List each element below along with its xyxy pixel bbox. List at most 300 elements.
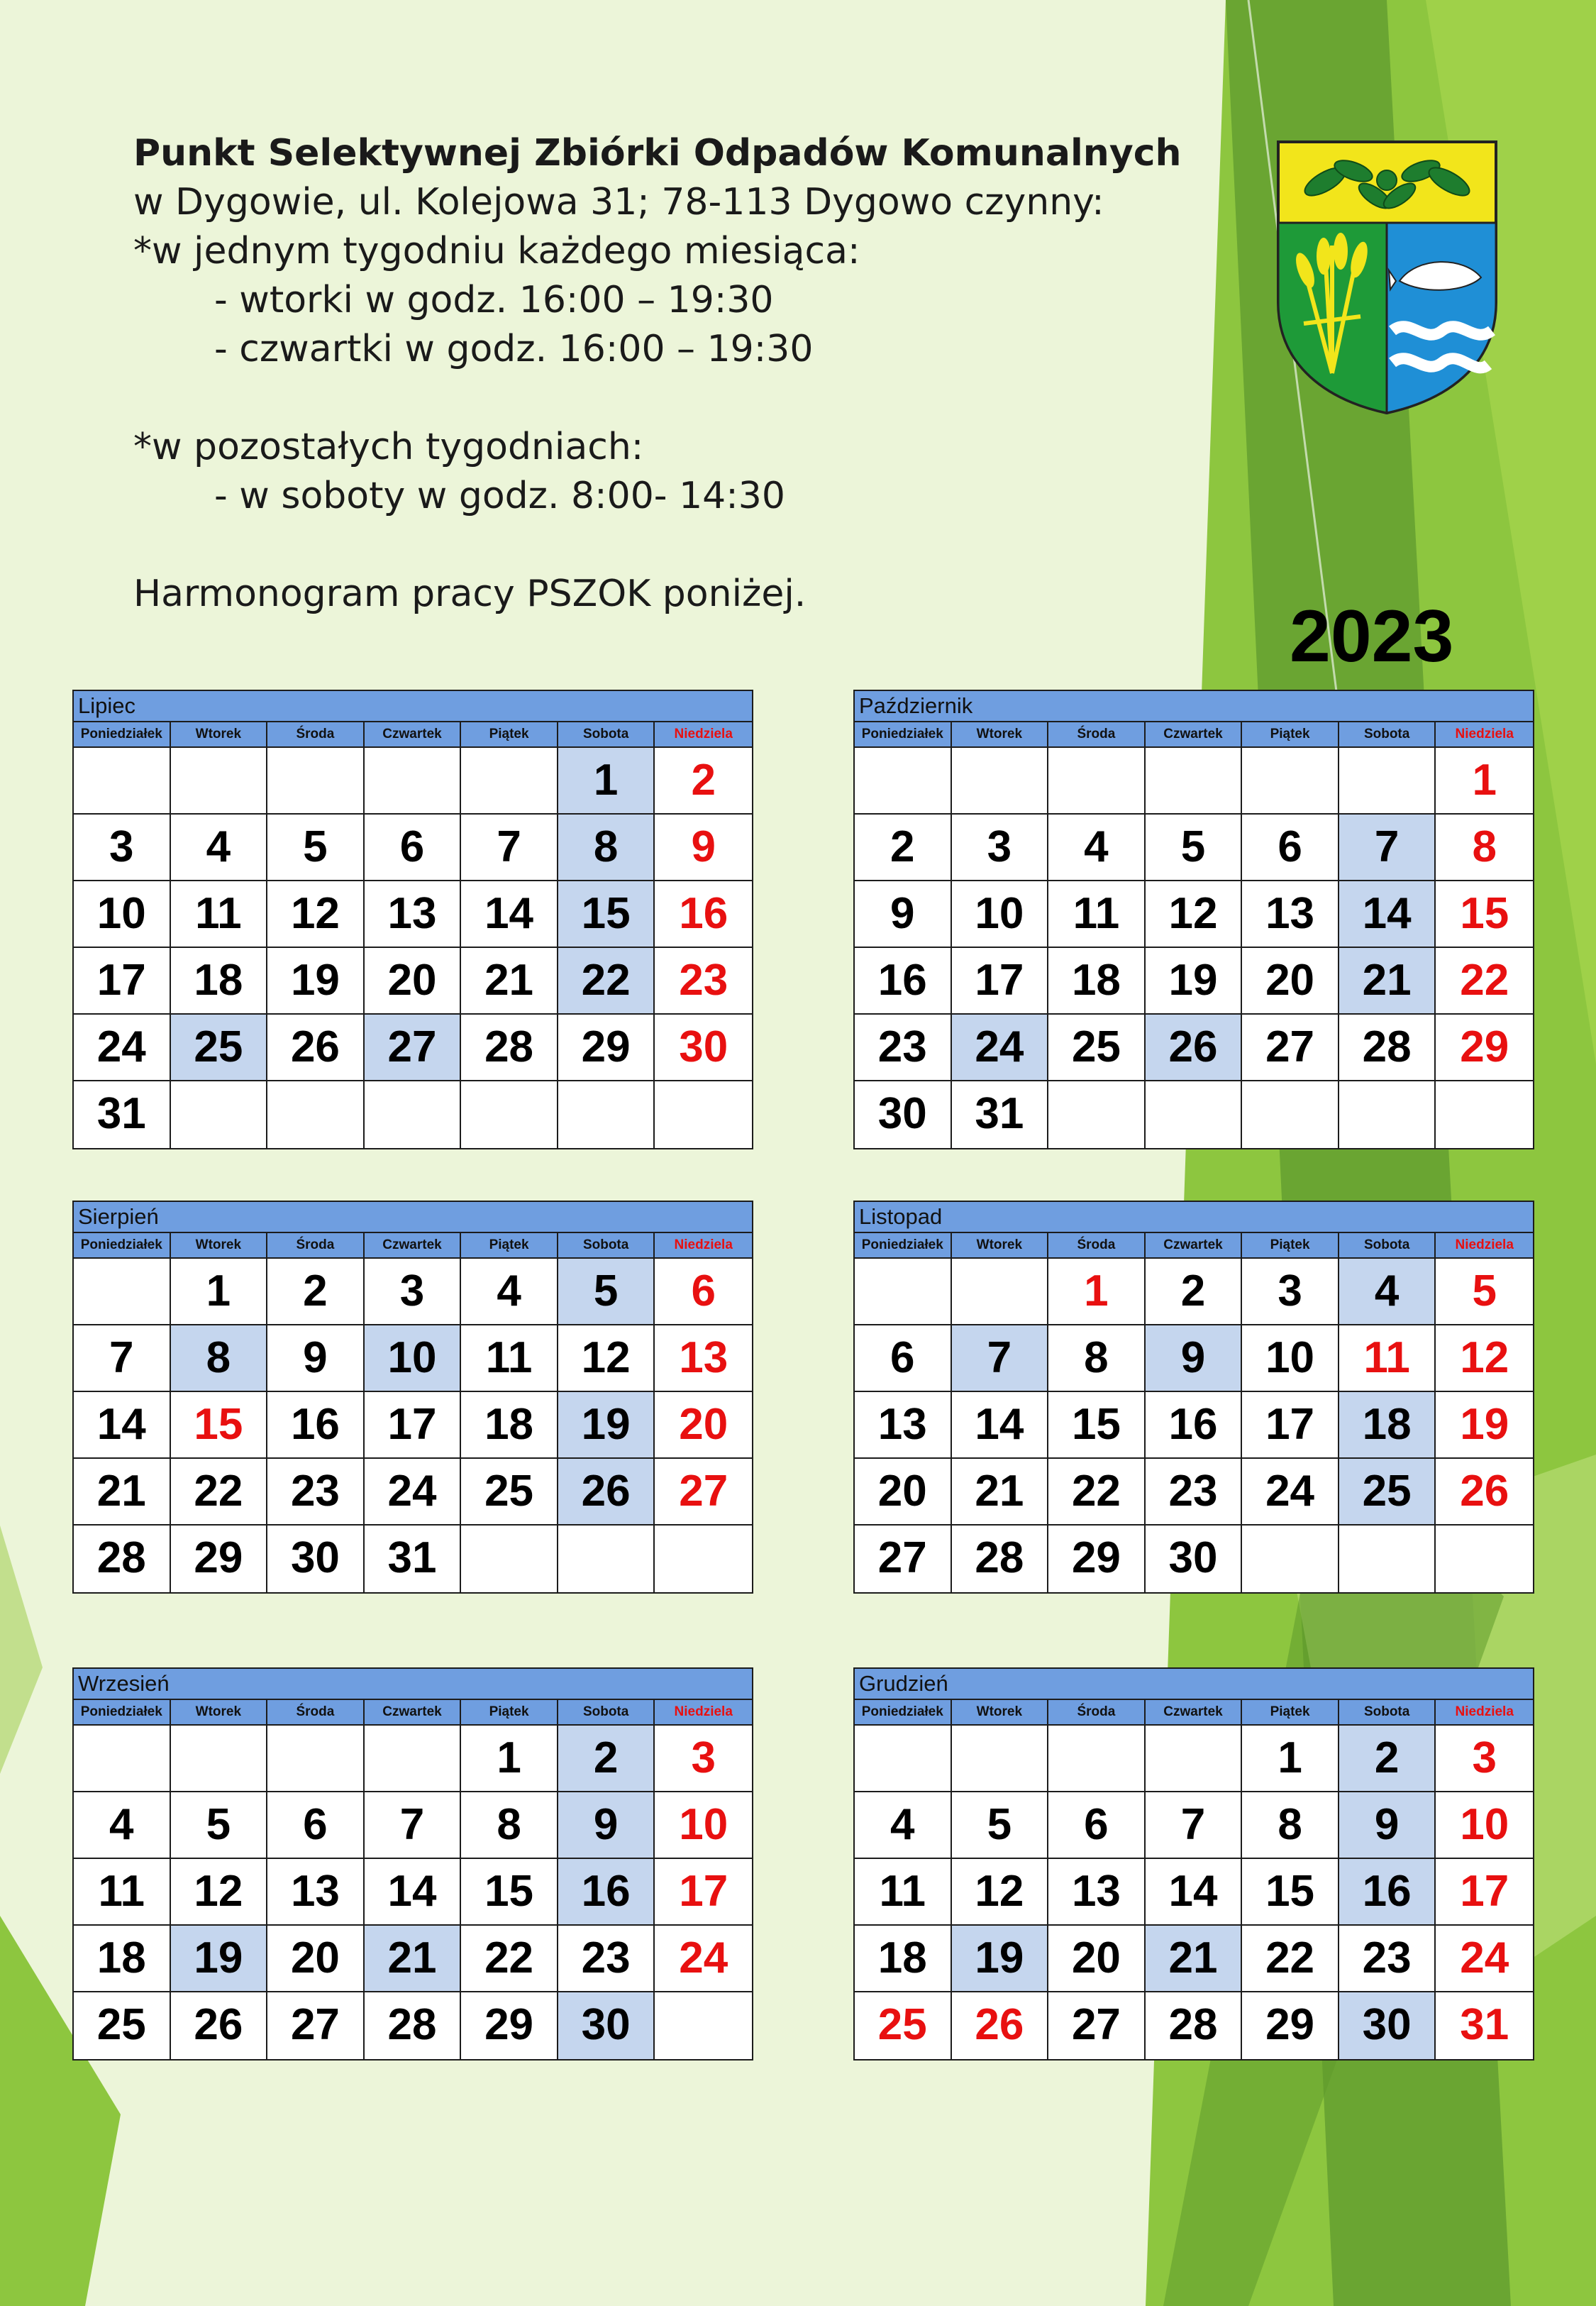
day-cell: 12: [558, 1325, 655, 1392]
day-cell: 30: [855, 1081, 952, 1148]
day-cell: 18: [1339, 1392, 1436, 1459]
day-cell: 29: [558, 1015, 655, 1081]
header-weekly-note: *w jednym tygodniu każdego miesiąca:: [133, 230, 860, 272]
day-cell: 10: [74, 881, 171, 948]
empty-day-cell: [461, 1081, 558, 1148]
day-cell: 24: [952, 1015, 1049, 1081]
day-cell: 8: [171, 1325, 268, 1392]
empty-day-cell: [365, 748, 462, 815]
weekday-label: Niedziela: [655, 1233, 752, 1259]
day-cell: 21: [461, 948, 558, 1015]
day-cell: 3: [952, 815, 1049, 881]
day-grid: [855, 1726, 1533, 2059]
weekday-label: Niedziela: [1436, 1233, 1533, 1259]
day-cell: 3: [1436, 1726, 1533, 1792]
day-cell: 28: [461, 1015, 558, 1081]
weekday-header-row: [74, 1700, 752, 1726]
day-cell: 10: [365, 1325, 462, 1392]
day-cell: 8: [461, 1792, 558, 1859]
weekday-label: Środa: [1048, 1700, 1146, 1726]
weekday-label: Środa: [1048, 1233, 1146, 1259]
day-cell: 23: [1146, 1459, 1243, 1526]
weekday-label: Niedziela: [1436, 1700, 1533, 1726]
empty-day-cell: [461, 748, 558, 815]
weekday-label: Wtorek: [171, 1233, 268, 1259]
day-cell: 25: [171, 1015, 268, 1081]
day-cell: 17: [655, 1859, 752, 1926]
day-cell: 13: [1048, 1859, 1146, 1926]
weekday-label: Czwartek: [365, 1700, 462, 1726]
day-cell: 14: [1339, 881, 1436, 948]
weekday-label: Czwartek: [365, 1233, 462, 1259]
day-cell: 15: [1436, 881, 1533, 948]
weekday-label: Wtorek: [952, 722, 1049, 748]
weekday-label: Sobota: [1339, 1700, 1436, 1726]
day-cell: 1: [461, 1726, 558, 1792]
header-tuesday-hours: - wtorki w godz. 16:00 – 19:30: [214, 279, 774, 321]
header-other-weeks-note: *w pozostałych tygodniach:: [133, 426, 644, 468]
day-cell: 18: [1048, 948, 1146, 1015]
day-cell: 19: [1146, 948, 1243, 1015]
weekday-label: Sobota: [558, 722, 655, 748]
empty-day-cell: [74, 748, 171, 815]
day-cell: 16: [1339, 1859, 1436, 1926]
month-name: Listopad: [855, 1202, 1533, 1233]
weekday-label: Środa: [267, 1233, 365, 1259]
weekday-label: Poniedziałek: [74, 722, 171, 748]
day-cell: 26: [558, 1459, 655, 1526]
day-cell: 1: [1436, 748, 1533, 815]
day-cell: 4: [461, 1259, 558, 1325]
day-cell: 2: [855, 815, 952, 881]
day-cell: 1: [171, 1259, 268, 1325]
empty-day-cell: [655, 1526, 752, 1592]
day-cell: 27: [267, 1992, 365, 2059]
weekday-label: Poniedziałek: [855, 1233, 952, 1259]
day-cell: 9: [1146, 1325, 1243, 1392]
day-cell: 18: [171, 948, 268, 1015]
day-cell: 24: [655, 1926, 752, 1992]
day-cell: 17: [952, 948, 1049, 1015]
day-cell: 20: [1048, 1926, 1146, 1992]
day-cell: 4: [1048, 815, 1146, 881]
day-cell: 19: [1436, 1392, 1533, 1459]
header-spacer: [133, 374, 1182, 423]
day-cell: 11: [855, 1859, 952, 1926]
day-cell: 9: [558, 1792, 655, 1859]
month-calendar-grudzien: [853, 1667, 1534, 2060]
day-cell: 20: [1242, 948, 1339, 1015]
day-cell: 6: [267, 1792, 365, 1859]
day-cell: 2: [267, 1259, 365, 1325]
weekday-label: Piątek: [461, 1700, 558, 1726]
day-cell: 11: [74, 1859, 171, 1926]
day-cell: 28: [365, 1992, 462, 2059]
day-cell: 20: [655, 1392, 752, 1459]
weekday-label: Środa: [1048, 722, 1146, 748]
day-cell: 16: [1146, 1392, 1243, 1459]
day-cell: 26: [952, 1992, 1049, 2059]
weekday-label: Poniedziałek: [855, 722, 952, 748]
empty-day-cell: [952, 1726, 1049, 1792]
day-cell: 24: [1242, 1459, 1339, 1526]
empty-day-cell: [267, 1081, 365, 1148]
day-cell: 11: [171, 881, 268, 948]
day-cell: 7: [952, 1325, 1049, 1392]
empty-day-cell: [1339, 1081, 1436, 1148]
day-cell: 30: [655, 1015, 752, 1081]
day-cell: 14: [952, 1392, 1049, 1459]
day-cell: 19: [171, 1926, 268, 1992]
day-cell: 14: [365, 1859, 462, 1926]
day-cell: 25: [461, 1459, 558, 1526]
day-cell: 13: [855, 1392, 952, 1459]
empty-day-cell: [952, 1259, 1049, 1325]
empty-day-cell: [1048, 1726, 1146, 1792]
weekday-label: Czwartek: [1146, 1233, 1243, 1259]
weekday-label: Sobota: [1339, 1233, 1436, 1259]
weekday-header-row: [74, 1233, 752, 1259]
weekday-label: Wtorek: [171, 1700, 268, 1726]
day-cell: 27: [655, 1459, 752, 1526]
day-cell: 25: [855, 1992, 952, 2059]
day-cell: 30: [267, 1526, 365, 1592]
day-cell: 29: [171, 1526, 268, 1592]
day-cell: 30: [1146, 1526, 1243, 1592]
day-cell: 26: [1146, 1015, 1243, 1081]
day-cell: 15: [1242, 1859, 1339, 1926]
month-name: Sierpień: [74, 1202, 752, 1233]
day-cell: 7: [1339, 815, 1436, 881]
weekday-label: Środa: [267, 722, 365, 748]
day-cell: 23: [558, 1926, 655, 1992]
empty-day-cell: [365, 1726, 462, 1792]
day-cell: 31: [1460, 2000, 1509, 2049]
day-cell: 19: [267, 948, 365, 1015]
month-calendar-listopad: [853, 1201, 1534, 1594]
weekday-label: Wtorek: [952, 1233, 1049, 1259]
day-cell: 15: [461, 1859, 558, 1926]
month-name: Grudzień: [855, 1669, 1533, 1700]
day-cell: 6: [655, 1259, 752, 1325]
header-spacer: [133, 521, 1182, 570]
day-cell: 20: [365, 948, 462, 1015]
day-cell: 6: [855, 1325, 952, 1392]
day-cell: 5: [171, 1792, 268, 1859]
weekday-label: Poniedziałek: [855, 1700, 952, 1726]
day-cell: 27: [1048, 1992, 1146, 2059]
day-cell: 4: [855, 1792, 952, 1859]
weekday-label: Czwartek: [1146, 1700, 1243, 1726]
day-cell: 22: [1048, 1459, 1146, 1526]
day-cell: 5: [1436, 1259, 1533, 1325]
day-cell: 27: [855, 1526, 952, 1592]
day-cell: 3: [74, 815, 171, 881]
day-cell: 13: [267, 1859, 365, 1926]
day-cell: 21: [952, 1459, 1049, 1526]
day-cell: 6: [1242, 815, 1339, 881]
day-cell: 8: [1048, 1325, 1146, 1392]
day-cell: 1: [1048, 1259, 1146, 1325]
day-cell: 21: [74, 1459, 171, 1526]
empty-day-cell: [1242, 748, 1339, 815]
day-cell: 15: [1048, 1392, 1146, 1459]
weekday-header-row: [855, 722, 1533, 748]
day-cell: 12: [1436, 1325, 1533, 1392]
empty-day-cell: [855, 1726, 952, 1792]
day-cell: 5: [1146, 815, 1243, 881]
day-cell: 16: [855, 948, 952, 1015]
day-cell: 31: [365, 1526, 462, 1592]
empty-day-cell: [1146, 748, 1243, 815]
day-grid: [855, 748, 1533, 1148]
day-cell: 23: [655, 948, 752, 1015]
empty-day-cell: [461, 1526, 558, 1592]
weekday-label: Poniedziałek: [74, 1233, 171, 1259]
day-cell: 7: [461, 815, 558, 881]
empty-day-cell: [855, 748, 952, 815]
month-calendar-sierpien: [72, 1201, 753, 1594]
header-title: Punkt Selektywnej Zbiórki Odpadów Komunalnych: [133, 132, 1182, 175]
header-address: w Dygowie, ul. Kolejowa 31; 78-113 Dygowo czynny:: [133, 181, 1104, 224]
empty-day-cell: [171, 1081, 268, 1148]
month-calendar-pazdziernik: [853, 690, 1534, 1149]
day-cell: 21: [1339, 948, 1436, 1015]
day-cell: 26: [1436, 1459, 1533, 1526]
day-cell: 11: [461, 1325, 558, 1392]
day-cell: 22: [558, 948, 655, 1015]
day-cell: 18: [461, 1392, 558, 1459]
day-cell: 28: [952, 1526, 1049, 1592]
day-cell: 28: [74, 1526, 171, 1592]
day-cell: 30: [1339, 1992, 1436, 2059]
day-cell: 20: [855, 1459, 952, 1526]
day-cell: 4: [1339, 1259, 1436, 1325]
day-cell: 10: [952, 881, 1049, 948]
day-cell: 14: [461, 881, 558, 948]
month-name: Lipiec: [74, 691, 752, 722]
empty-day-cell: [1048, 748, 1146, 815]
weekday-label: Poniedziałek: [74, 1700, 171, 1726]
day-cell: 7: [365, 1792, 462, 1859]
day-cell: 8: [1242, 1792, 1339, 1859]
day-cell: 12: [171, 1859, 268, 1926]
day-cell: 29: [1242, 1992, 1339, 2059]
weekday-label: Piątek: [461, 722, 558, 748]
month-name: Wrzesień: [74, 1669, 752, 1700]
day-cell: 25: [1048, 1015, 1146, 1081]
day-cell: 19: [558, 1392, 655, 1459]
empty-day-cell: [1436, 1081, 1533, 1148]
day-cell: 3: [655, 1726, 752, 1792]
weekday-label: Niedziela: [655, 722, 752, 748]
empty-day-cell: [1339, 1526, 1436, 1592]
day-cell: 15: [171, 1392, 268, 1459]
day-cell: 16: [655, 881, 752, 948]
day-cell: 18: [74, 1926, 171, 1992]
day-cell: 2: [1339, 1726, 1436, 1792]
day-cell: 31: [74, 1081, 171, 1148]
weekday-label: Czwartek: [365, 722, 462, 748]
day-cell: 10: [1436, 1792, 1533, 1859]
empty-day-cell: [558, 1526, 655, 1592]
day-cell: 15: [558, 881, 655, 948]
empty-day-cell: [655, 1992, 752, 2059]
day-cell: 17: [74, 948, 171, 1015]
day-cell: 29: [1048, 1526, 1146, 1592]
header-schedule-note: Harmonogram pracy PSZOK poniżej.: [133, 573, 807, 615]
day-grid: [74, 1726, 752, 2059]
day-cell: 22: [1242, 1926, 1339, 1992]
day-cell: 16: [558, 1859, 655, 1926]
day-grid: [855, 1259, 1533, 1592]
day-cell: 9: [855, 881, 952, 948]
day-cell: 20: [267, 1926, 365, 1992]
header-saturday-hours: - w soboty w godz. 8:00- 14:30: [214, 475, 785, 517]
day-cell: 24: [74, 1015, 171, 1081]
day-cell: 11: [1339, 1325, 1436, 1392]
day-cell: 2: [655, 748, 752, 815]
day-cell: 18: [855, 1926, 952, 1992]
day-grid: [74, 748, 752, 1148]
day-cell: 4: [74, 1792, 171, 1859]
day-cell: 5: [267, 815, 365, 881]
empty-day-cell: [1339, 748, 1436, 815]
weekday-label: Piątek: [1242, 722, 1339, 748]
day-cell: 29: [1436, 1015, 1533, 1081]
day-cell: 1: [558, 748, 655, 815]
day-cell: 3: [365, 1259, 462, 1325]
day-cell: 31: [952, 1081, 1049, 1148]
month-calendar-lipiec: [72, 690, 753, 1149]
day-cell: 14: [74, 1392, 171, 1459]
day-cell: 29: [461, 1992, 558, 2059]
weekday-label: Sobota: [558, 1233, 655, 1259]
day-cell: 10: [1242, 1325, 1339, 1392]
weekday-label: Czwartek: [1146, 722, 1243, 748]
empty-day-cell: [1146, 1726, 1243, 1792]
day-cell: 17: [1436, 1859, 1533, 1926]
weekday-label: Wtorek: [952, 1700, 1049, 1726]
day-cell: 22: [1436, 948, 1533, 1015]
weekday-label: Piątek: [1242, 1700, 1339, 1726]
weekday-header-row: [855, 1700, 1533, 1726]
weekday-label: Sobota: [1339, 722, 1436, 748]
day-cell: 1: [1242, 1726, 1339, 1792]
year-label: 2023: [1290, 595, 1454, 678]
day-cell: 22: [171, 1459, 268, 1526]
empty-day-cell: [267, 1726, 365, 1792]
day-cell: 13: [1242, 881, 1339, 948]
day-cell: 3: [1242, 1259, 1339, 1325]
month-calendar-wrzesien: [72, 1667, 753, 2060]
empty-day-cell: [171, 1726, 268, 1792]
day-cell: 16: [267, 1392, 365, 1459]
day-cell: 6: [365, 815, 462, 881]
day-cell: 30: [558, 1992, 655, 2059]
day-cell: 4: [171, 815, 268, 881]
empty-day-cell: [1146, 1081, 1243, 1148]
day-cell: 2: [1146, 1259, 1243, 1325]
day-cell: 13: [655, 1325, 752, 1392]
day-cell: 19: [952, 1926, 1049, 1992]
coat-of-arms-icon: [1275, 139, 1499, 416]
header-thursday-hours: - czwartki w godz. 16:00 – 19:30: [214, 328, 814, 370]
day-cell: 26: [171, 1992, 268, 2059]
header-text: [133, 129, 1182, 619]
day-cell: 9: [267, 1325, 365, 1392]
empty-day-cell: [655, 1081, 752, 1148]
day-cell: 12: [267, 881, 365, 948]
weekday-label: Niedziela: [1436, 722, 1533, 748]
empty-day-cell: [1436, 1526, 1533, 1592]
day-cell: 6: [1048, 1792, 1146, 1859]
weekday-label: Sobota: [558, 1700, 655, 1726]
day-grid: [74, 1259, 752, 1592]
day-cell: 17: [1242, 1392, 1339, 1459]
day-cell: 5: [952, 1792, 1049, 1859]
day-cell: 24: [1436, 1926, 1533, 1992]
day-cell: 13: [365, 881, 462, 948]
day-cell: 26: [267, 1015, 365, 1081]
weekday-label: Niedziela: [655, 1700, 752, 1726]
day-cell: 5: [558, 1259, 655, 1325]
weekday-label: Piątek: [461, 1233, 558, 1259]
day-cell: 21: [1146, 1926, 1243, 1992]
day-cell: 12: [952, 1859, 1049, 1926]
day-cell: 27: [1242, 1015, 1339, 1081]
day-cell: 7: [74, 1325, 171, 1392]
weekday-label: Środa: [267, 1700, 365, 1726]
day-cell: 22: [461, 1926, 558, 1992]
day-cell: 8: [1436, 815, 1533, 881]
weekday-header-row: [74, 722, 752, 748]
day-cell: 12: [1146, 881, 1243, 948]
empty-day-cell: [952, 748, 1049, 815]
day-cell: 23: [267, 1459, 365, 1526]
empty-day-cell: [1242, 1526, 1339, 1592]
empty-day-cell: [1048, 1081, 1146, 1148]
day-cell: 28: [1146, 1992, 1243, 2059]
day-cell: 17: [365, 1392, 462, 1459]
day-cell: 10: [655, 1792, 752, 1859]
empty-day-cell: [855, 1259, 952, 1325]
day-cell: 21: [365, 1926, 462, 1992]
day-cell: 25: [74, 1992, 171, 2059]
empty-day-cell: [558, 1081, 655, 1148]
empty-day-cell: [1242, 1081, 1339, 1148]
day-cell: 7: [1146, 1792, 1243, 1859]
day-cell: 9: [1339, 1792, 1436, 1859]
day-cell: 24: [365, 1459, 462, 1526]
day-cell: 9: [655, 815, 752, 881]
day-cell: 11: [1048, 881, 1146, 948]
day-cell: 2: [558, 1726, 655, 1792]
day-cell: 25: [1339, 1459, 1436, 1526]
empty-day-cell: [365, 1081, 462, 1148]
weekday-label: Wtorek: [171, 722, 268, 748]
day-cell: 27: [365, 1015, 462, 1081]
empty-day-cell: [171, 748, 268, 815]
weekday-header-row: [855, 1233, 1533, 1259]
empty-day-cell: [74, 1259, 171, 1325]
day-cell: 23: [855, 1015, 952, 1081]
day-cell: 23: [1339, 1926, 1436, 1992]
month-name: Październik: [855, 691, 1533, 722]
empty-day-cell: [74, 1726, 171, 1792]
empty-day-cell: [267, 748, 365, 815]
weekday-label: Piątek: [1242, 1233, 1339, 1259]
